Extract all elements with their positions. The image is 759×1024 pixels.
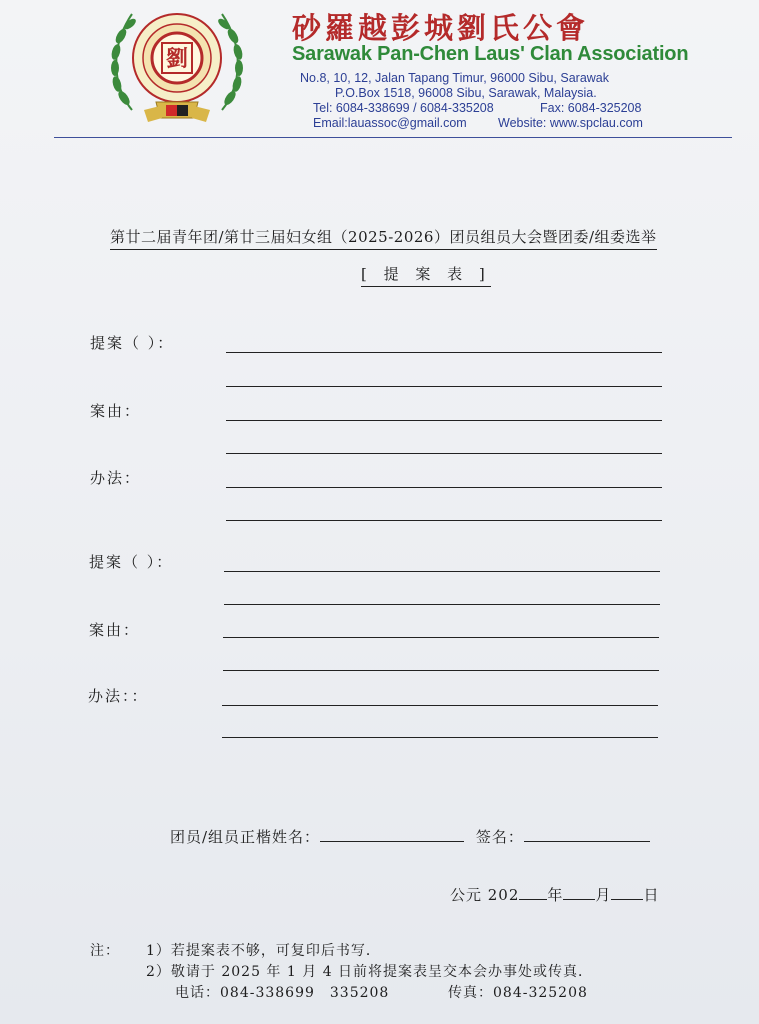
proposal-2-line-2[interactable]	[224, 604, 660, 605]
header-divider	[54, 137, 732, 138]
form-title: 第廿二届青年团/第廿三届妇女组（2025-2026）团员组员大会暨团委/组委选举	[110, 226, 657, 250]
address-line-2: P.O.Box 1518, 96008 Sibu, Sarawak, Malaysia.	[335, 86, 597, 100]
reason-1-line-1[interactable]	[226, 420, 662, 421]
method-2-line-1[interactable]	[222, 705, 658, 706]
org-name-chinese: 砂羅越彭城劉氏公會	[292, 11, 590, 45]
telephone: Tel: 6084-338699 / 6084-335208	[313, 101, 494, 115]
website: Website: www.spclau.com	[498, 116, 643, 130]
method-1-label: 办法：	[90, 469, 142, 487]
method-2-label: 办法：：	[88, 687, 149, 705]
proposal-1-line-2[interactable]	[226, 386, 662, 387]
reason-2-line-1[interactable]	[223, 637, 659, 638]
email: Email:lauassoc@gmail.com	[313, 116, 467, 130]
proposal-1-label: 提案（ ）：	[90, 334, 175, 352]
method-1-line-1[interactable]	[226, 487, 662, 488]
reason-2-line-2[interactable]	[223, 670, 659, 671]
fax-number: Fax: 6084-325208	[540, 101, 642, 115]
reason-1-line-2[interactable]	[226, 453, 662, 454]
month-label: 月	[595, 886, 612, 904]
address-line-1: No.8, 10, 12, Jalan Tapang Timur, 96000 Sibu, Sarawak	[300, 71, 609, 85]
reason-2-label: 案由：	[89, 621, 141, 639]
association-logo	[104, 6, 250, 134]
proposal-2-label: 提案（ ）：	[89, 553, 174, 571]
notes-label: 注：	[90, 943, 120, 959]
logo-center-char: 劉	[165, 46, 189, 72]
year-label: 年	[547, 886, 564, 904]
note-item-2: 2）敬请于 2025 年 1 月 4 日前将提案表呈交本会办事处或传真．	[146, 964, 594, 980]
member-name-field[interactable]	[320, 827, 464, 842]
note-phone: 电话：084-338699 335208	[175, 985, 390, 1001]
proposal-1-line-1[interactable]	[226, 352, 662, 353]
month-field[interactable]	[563, 885, 595, 900]
day-label: 日	[643, 886, 660, 904]
signature-label: 签名：	[475, 828, 524, 846]
signature-field[interactable]	[524, 827, 650, 842]
method-2-line-2[interactable]	[222, 737, 658, 738]
method-1-line-2[interactable]	[226, 520, 662, 521]
signature-row	[170, 826, 650, 847]
form-subtitle: [ 提 案 表 ]	[361, 263, 491, 287]
member-name-label: 团员/组员正楷姓名：	[170, 828, 321, 846]
proposal-2-line-1[interactable]	[224, 571, 660, 572]
day-field[interactable]	[611, 885, 643, 900]
year-field[interactable]	[519, 885, 547, 900]
date-prefix: 公元 202	[450, 886, 520, 904]
note-item-1: 1）若提案表不够，可复印后书写．	[146, 943, 381, 959]
date-row	[450, 884, 659, 905]
note-fax: 传真：084-325208	[448, 985, 588, 1001]
reason-1-label: 案由：	[90, 402, 142, 420]
org-name-english: Sarawak Pan-Chen Laus' Clan Association	[292, 43, 689, 65]
